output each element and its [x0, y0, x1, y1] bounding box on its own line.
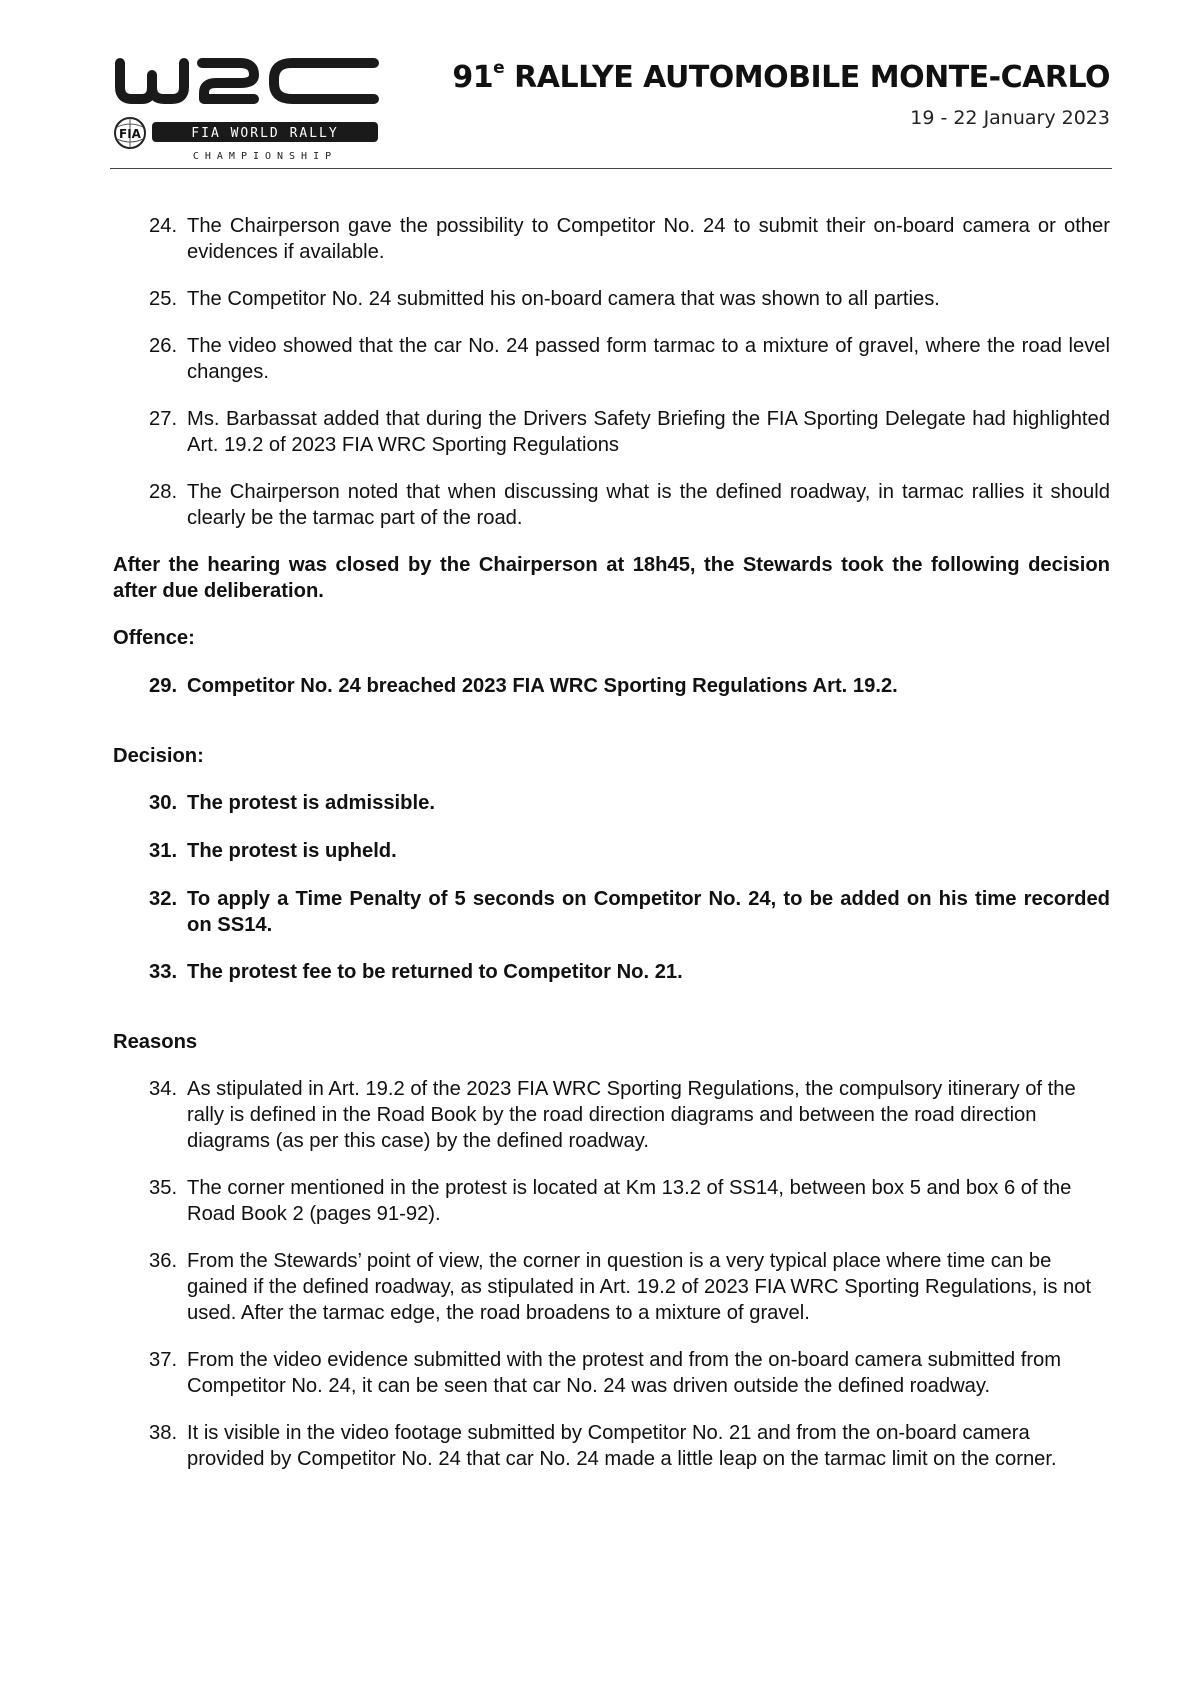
- item-number: 24.: [149, 215, 178, 237]
- item-number: 37.: [149, 1349, 178, 1371]
- item-text: Competitor No. 24 breached 2023 FIA WRC Sporting Regulations Art. 19.2.: [187, 675, 898, 697]
- item-text: The corner mentioned in the protest is located at Km 13.2 of SS14, between box 5 and box 6 of the Road Book 2 (pages 91-92).: [187, 1177, 1072, 1225]
- header-divider: [110, 168, 1112, 169]
- list-item-28: [149, 479, 1110, 531]
- item-text: The Chairperson noted that when discussing what is the defined roadway, in tarmac rallies it should clearly be the tarmac part of the road.: [187, 481, 1110, 529]
- item-number: 32.: [149, 888, 178, 910]
- item-text: The protest is admissible.: [187, 792, 435, 814]
- item-number: 35.: [149, 1177, 178, 1199]
- item-number: 31.: [149, 840, 178, 862]
- svg-text:CHAMPIONSHIP: CHAMPIONSHIP: [192, 151, 338, 162]
- item-number: 27.: [149, 408, 178, 430]
- list-item-38: [149, 1420, 1110, 1472]
- item-number: 36.: [149, 1250, 178, 1272]
- list-item-24: [149, 213, 1110, 265]
- document-body: [113, 213, 1110, 1472]
- decision-heading: Decision:: [113, 745, 204, 767]
- event-number: 91: [452, 60, 494, 95]
- event-suffix: e: [493, 58, 505, 78]
- list-item-35: [149, 1175, 1110, 1227]
- list-item-32: [149, 886, 1110, 938]
- item-text: It is visible in the video footage submitted by Competitor No. 21 and from the on-board camera provided by Competitor No. 24 that car No. 24 made a little leap on the tarmac limit on the corner.: [187, 1422, 1057, 1470]
- item-number: 28.: [149, 481, 178, 503]
- list-item-30: [149, 790, 1110, 816]
- item-text: From the video evidence submitted with the protest and from the on-board camera submitted from Competitor No. 24, it can be seen that car No. 24 was driven outside the defined roadway.: [187, 1349, 1062, 1397]
- item-number: 29.: [149, 675, 178, 697]
- item-text: The video showed that the car No. 24 passed form tarmac to a mixture of gravel, where the road level changes.: [187, 335, 1110, 383]
- item-text: The Competitor No. 24 submitted his on-board camera that was shown to all parties.: [187, 288, 940, 310]
- list-item-33: [149, 959, 1110, 985]
- item-number: 38.: [149, 1422, 178, 1444]
- item-text: As stipulated in Art. 19.2 of the 2023 FIA WRC Sporting Regulations, the compulsory itinerary of the rally is defined in the Road Book by the road direction diagrams and between the road direction diagrams (as per this case) by the defined roadway.: [187, 1078, 1076, 1152]
- item-text: To apply a Time Penalty of 5 seconds on Competitor No. 24, to be added on his time recorded on SS14.: [187, 888, 1110, 936]
- item-number: 33.: [149, 961, 178, 983]
- list-item-27: [149, 406, 1110, 458]
- item-text: The Chairperson gave the possibility to Competitor No. 24 to submit their on-board camera or other evidences if available.: [187, 215, 1110, 263]
- event-title: [452, 60, 1110, 95]
- svg-text:FIA: FIA: [119, 127, 141, 141]
- list-item-37: [149, 1347, 1110, 1399]
- list-item-26: [149, 333, 1110, 385]
- closing-statement: After the hearing was closed by the Chairperson at 18h45, the Stewards took the following decision after due deliberation.: [113, 554, 1110, 602]
- list-item-31: [149, 838, 1110, 864]
- wrc-logo: [112, 55, 382, 165]
- item-text: The protest is upheld.: [187, 840, 397, 862]
- item-number: 30.: [149, 792, 178, 814]
- event-dates: 19 - 22 January 2023: [910, 107, 1110, 129]
- offence-heading: Offence:: [113, 627, 195, 649]
- item-number: 34.: [149, 1078, 178, 1100]
- event-name: RALLYE AUTOMOBILE MONTE-CARLO: [514, 60, 1110, 95]
- list-item-29: [149, 673, 1110, 699]
- list-item-34: [149, 1076, 1110, 1154]
- reasons-heading: Reasons: [113, 1031, 198, 1053]
- logo-band-text: FIA WORLD RALLY: [191, 126, 339, 141]
- item-text: From the Stewards’ point of view, the corner in question is a very typical place where time can be gained if the defined roadway, as stipulated in Art. 19.2 of 2023 FIA WRC Sporting Regulations, is not used. After the tarmac edge, the road broadens to a mixture of gravel.: [187, 1250, 1092, 1324]
- list-item-36: [149, 1248, 1110, 1326]
- item-text: Ms. Barbassat added that during the Drivers Safety Briefing the FIA Sporting Delegate had highlighted Art. 19.2 of 2023 FIA WRC Sporting Regulations: [187, 408, 1110, 456]
- item-number: 26.: [149, 335, 178, 357]
- item-number: 25.: [149, 288, 178, 310]
- item-text: The protest fee to be returned to Competitor No. 21.: [187, 961, 683, 983]
- list-item-25: [149, 286, 1110, 312]
- document-header: [0, 0, 1190, 170]
